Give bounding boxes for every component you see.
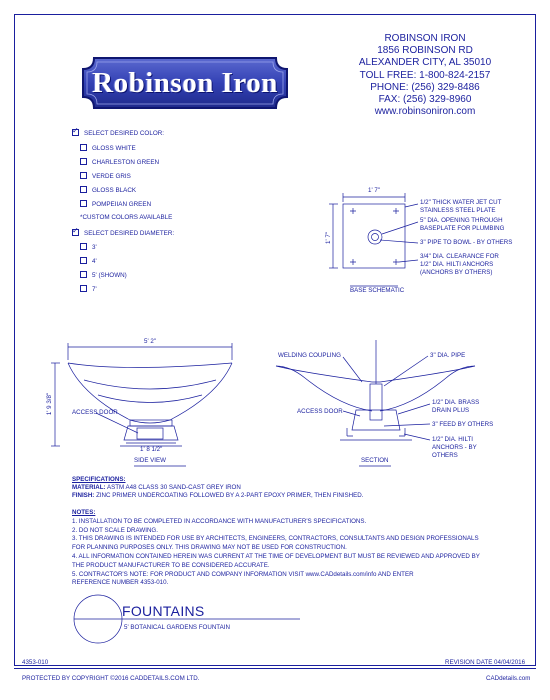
side-access-door-label: ACCESS DOOR bbox=[72, 409, 118, 416]
company-line: www.robinsoniron.com bbox=[374, 106, 476, 118]
company-line: ALEXANDER CITY, AL 35010 bbox=[358, 57, 492, 69]
anchor-marks bbox=[350, 208, 399, 265]
specifications-block bbox=[72, 476, 363, 499]
side-view-title: SIDE VIEW bbox=[134, 457, 166, 464]
footer-divider bbox=[14, 668, 536, 669]
notes-title: NOTES: bbox=[72, 509, 96, 516]
section-access-door-label: ACCESS DOOR bbox=[297, 408, 343, 415]
pipe-label: 3" DIA. PIPE bbox=[430, 352, 466, 359]
base-callout-anchors: 3/4" DIA. CLEARANCE FOR 1/2" DIA. HILTI ANCHORS (ANCHORS BY OTHERS) bbox=[420, 253, 499, 276]
caddetails-link[interactable]: CADdetails.com bbox=[486, 675, 531, 682]
plumbing-opening bbox=[368, 230, 382, 244]
feed-label: 3" FEED BY OTHERS bbox=[432, 421, 494, 428]
spec-material: MATERIAL: ASTM A48 CLASS 30 SAND-CAST GREY IRON bbox=[72, 483, 241, 491]
note-line: FOR PLANNING PURPOSES ONLY. THIS DRAWING MAY NOT BE USED FOR CONSTRUCTION. bbox=[72, 544, 347, 552]
drain-label: 1/2" DIA. BRASS DRAIN PLUS bbox=[432, 399, 480, 414]
note-line: 5. CONTRACTOR'S NOTE: FOR PRODUCT AND COMPANY INFORMATION VISIT www.CADdetails.com/info AND ENTER bbox=[72, 570, 414, 578]
company-line: FAX: (256) 329-8960 bbox=[378, 94, 472, 106]
note-line: THE PRODUCT MANUFACTURER TO BE CONSIDERED ACCURATE. bbox=[72, 561, 270, 569]
color-option-verde-gris[interactable]: VERDE GRIS bbox=[80, 172, 131, 180]
side-base-dim: 1' 8 1/2" bbox=[140, 446, 163, 453]
color-option-pompeiian-green[interactable]: POMPEIIAN GREEN bbox=[80, 200, 151, 208]
base-width-dim: 1' 7" bbox=[368, 187, 380, 194]
color-option-gloss-black[interactable]: GLOSS BLACK bbox=[80, 186, 136, 194]
side-height-dim: 1' 9 3/8" bbox=[46, 392, 53, 416]
company-line: ROBINSON IRON bbox=[384, 33, 466, 44]
section-title: SECTION bbox=[361, 457, 389, 464]
note-line: 1. INSTALLATION TO BE COMPLETED IN ACCORDANCE WITH MANUFACTURER'S SPECIFICATIONS. bbox=[72, 517, 367, 525]
diameter-header[interactable]: ✓SELECT DESIRED DIAMETER: bbox=[72, 229, 174, 237]
note-line: 3. THIS DRAWING IS INTENDED FOR USE BY ARCHITECTS, ENGINEERS, CONTRACTORS, CONSULTANTS AND DESIGN PROFESSIONALS bbox=[72, 535, 479, 543]
logo-text: Robinson Iron bbox=[92, 66, 278, 99]
pipe-circle bbox=[372, 234, 379, 241]
specifications-title: SPECIFICATIONS: bbox=[72, 476, 126, 483]
diameter-option-4ft[interactable]: 4' bbox=[80, 257, 97, 265]
diameter-option-7ft[interactable]: 7' bbox=[80, 285, 97, 293]
color-option-charleston-green[interactable]: CHARLESTON GREEN bbox=[80, 158, 159, 166]
company-line: PHONE: (256) 329-8486 bbox=[370, 81, 480, 93]
note-line: 4. ALL INFORMATION CONTAINED HEREIN WAS CURRENT AT THE TIME OF DEVELOPMENT BUT MUST BE REVIEWED AND APPROVED BY bbox=[72, 552, 480, 560]
section-pipe bbox=[370, 384, 382, 420]
hilti-anchors-label: 1/2" DIA. HILTI ANCHORS - BY OTHERS bbox=[432, 436, 477, 459]
color-option-gloss-white[interactable]: GLOSS WHITE bbox=[80, 144, 136, 152]
section-bowl-left bbox=[276, 366, 372, 411]
welding-coupling-label: WELDING COUPLING bbox=[278, 352, 341, 359]
diameter-option-3ft[interactable]: 3' bbox=[80, 243, 97, 251]
revision-date: REVISION DATE 04/04/2016 bbox=[445, 659, 526, 666]
drawing-title: FOUNTAINS bbox=[122, 603, 205, 619]
base-height-dim: 1' 7" bbox=[325, 232, 332, 244]
base-callout-pipe: 3" PIPE TO BOWL - BY OTHERS bbox=[420, 239, 513, 246]
base-callout-plate: 1/2" THICK WATER JET CUT STAINLESS STEEL PLATE bbox=[420, 199, 502, 214]
access-door-shape bbox=[137, 428, 163, 439]
diameter-option-5ft[interactable]: 5' (SHOWN) bbox=[80, 271, 127, 279]
base-callout-opening: 5" DIA. OPENING THROUGH BASEPLATE FOR PLUMBING bbox=[420, 217, 505, 232]
base-schematic-title: BASE SCHEMATIC bbox=[350, 287, 405, 294]
note-line: 2. DO NOT SCALE DRAWING. bbox=[72, 526, 158, 534]
company-line: 1856 ROBINSON RD bbox=[377, 45, 473, 57]
note-line: REFERENCE NUMBER 4353-010. bbox=[72, 579, 169, 587]
copyright-text: PROTECTED BY COPYRIGHT ©2016 CADDETAILS.COM LTD. bbox=[22, 675, 200, 682]
notes-block bbox=[72, 509, 480, 588]
drawing-subtitle: 5' BOTANICAL GARDENS FOUNTAIN bbox=[124, 624, 230, 631]
reference-number: 4353-010 bbox=[22, 659, 49, 666]
company-line: TOLL FREE: 1-800-824-2157 bbox=[359, 69, 491, 81]
bowl-rim bbox=[68, 363, 232, 368]
color-header[interactable]: ✓SELECT DESIRED COLOR: bbox=[72, 129, 164, 137]
spec-finish: FINISH: ZINC PRIMER UNDERCOATING FOLLOWED BY A 2-PART EPOXY PRIMER, THEN FINISHED. bbox=[72, 491, 364, 499]
custom-colors-note: *CUSTOM COLORS AVAILABLE bbox=[80, 214, 173, 221]
side-width-dim: 5' 2" bbox=[144, 338, 156, 345]
